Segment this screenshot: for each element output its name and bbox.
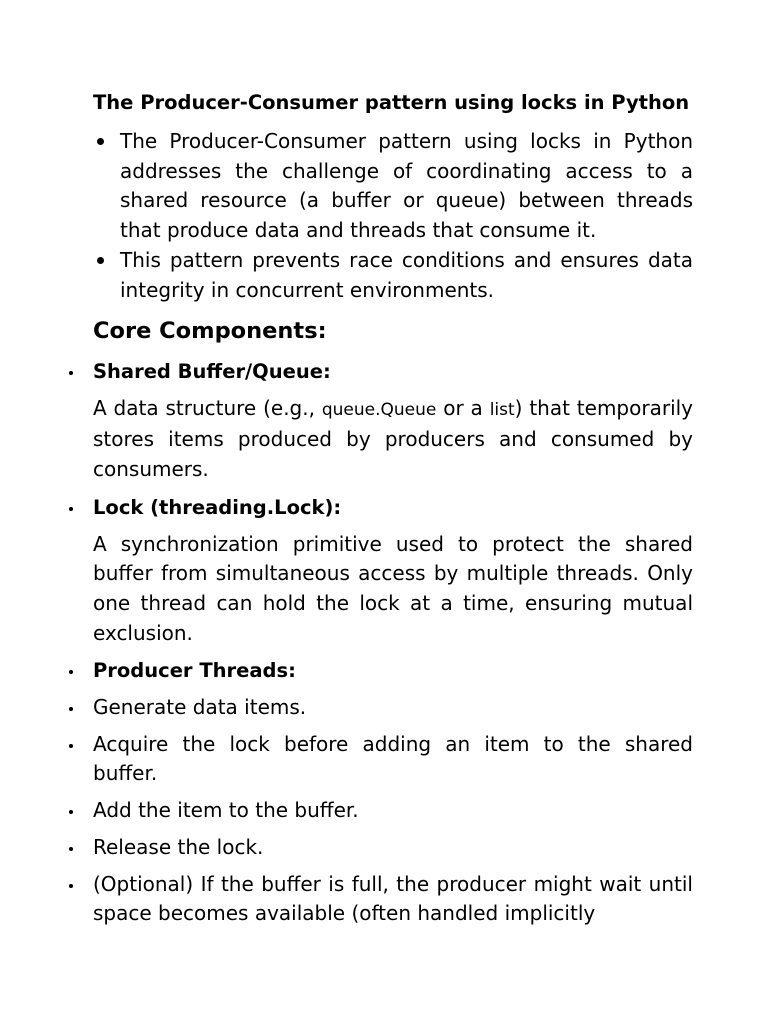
inline-code: list (489, 399, 515, 420)
document-title: The Producer-Consumer pattern using locks in Python (93, 91, 690, 114)
components-list (0, 357, 768, 929)
list-item (93, 833, 693, 863)
list-item-text: Acquire the lock before adding an item to the shared buffer. (93, 731, 693, 786)
bullet-icon (97, 257, 104, 264)
component-heading-text: Shared Buffer/Queue: (93, 360, 331, 383)
component-heading-text: Lock (threading.Lock): (93, 495, 342, 519)
component-heading (93, 357, 693, 387)
bullet-icon (97, 138, 104, 145)
list-item-text: Add the item to the buffer. (93, 798, 359, 823)
list-item-text: Generate data items. (93, 695, 307, 720)
list-item-text: Release the lock. (93, 834, 264, 859)
component-description (93, 394, 693, 485)
component-description: A synchronization primitive used to protect the shared buffer from simultaneous access by multiple threads. Only one thread can hold the lock at a time, ensuring mutual exclusion. (93, 531, 693, 645)
list-item (93, 730, 693, 789)
component-heading-text: Producer Threads: (93, 659, 296, 683)
list-item (93, 870, 693, 929)
bullet-icon (69, 884, 73, 888)
list-item-text: (Optional) If the buffer is full, the producer might wait until space becomes available (often handled implicitly (93, 871, 693, 926)
component-heading (93, 656, 693, 686)
intro-bullet-item (93, 246, 693, 305)
section-heading: Core Components: (93, 318, 327, 344)
intro-bullet-item (93, 127, 693, 246)
inline-code: queue.Queue (321, 399, 437, 420)
intro-list (93, 127, 693, 305)
bullet-icon (69, 810, 73, 814)
list-item (93, 796, 693, 826)
bullet-icon (69, 744, 73, 748)
bullet-icon (69, 707, 73, 711)
description-text: or a (436, 395, 490, 420)
bullet-icon (69, 371, 73, 375)
bullet-icon (69, 507, 73, 511)
bullet-icon (69, 670, 73, 674)
intro-bullet-text: The Producer-Consumer pattern using locks in Python addresses the challenge of coordinating access to a shared resource (a buffer or queue) between threads that produce data and threads that consume it. (120, 129, 693, 243)
bullet-icon (69, 847, 73, 851)
list-item (93, 693, 693, 723)
component-heading (93, 493, 693, 523)
description-text: ) that temporarily stores items produced by producers and consumed by consumers. (93, 395, 694, 482)
intro-bullet-text: This pattern prevents race conditions and ensures data integrity in concurrent environments. (120, 247, 693, 302)
description-text: A data structure (e.g., (93, 395, 322, 420)
